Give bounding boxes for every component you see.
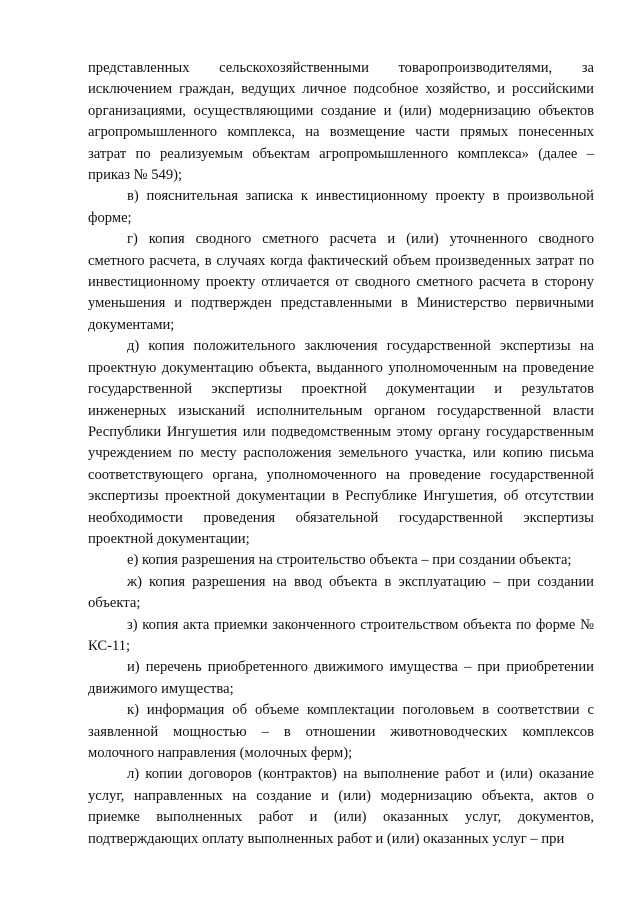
paragraph-item-e: е) копия разрешения на строительство объекта – при создании объекта; [127, 552, 572, 569]
document-body [88, 58, 594, 850]
paragraph-item-v: в) пояснительная записка к инвестиционному проекту в произвольной форме; [88, 188, 594, 226]
paragraph-item-d: д) копия положительного заключения государственной экспертизы на проектную документацию объекта, выданного уполномоченным на проведение государственной экспертизы проектной документации и результатов инженерных изысканий исполнительным органом государственной власти Республики Ингушетия или подведомственным этому органу государственным учреждением по месту расположения земельного участка, или копию письма соответствующего органа, уполномоченного на проведение государственной экспертизы проектной документации в Республике Ингушетия, об отсутствии необходимости проведения обязательной государственной экспертизы проектной документации; [88, 338, 594, 547]
paragraph-item-zh: ж) копия разрешения на ввод объекта в эксплуатацию – при создании объекта; [88, 573, 594, 612]
paragraph-item-k: к) информация об объеме комплектации поголовьем в соответствии с заявленной мощностью – в отношении животноводческих комплексов молочного направления (молочных ферм); [88, 702, 594, 761]
paragraph-item-g: г) копия сводного сметного расчета и (или) уточненного сводного сметного расчета, в случаях когда фактический объем произведенных затрат по инвестиционному проекту отличается от сводного сметного расчета в сторону уменьшения и подтвержден представленными в Министерство первичными документами; [88, 231, 594, 333]
paragraph-item-l: л) копии договоров (контрактов) на выполнение работ и (или) оказание услуг, направленных на создание и (или) модернизацию объекта, актов о приемке выполненных работ и (или) оказанных услуг, документов, подтверждающих оплату выполненных работ и (или) оказанных услуг – при [88, 766, 594, 847]
paragraph-item-z: з) копия акта приемки законченного строительством объекта по форме № КС-11; [88, 616, 594, 654]
paragraph-continuation: представленных сельскохозяйственными товаропроизводителями, за исключением граждан, ведущих личное подсобное хозяйство, и российскими организациями, осуществляющими создание и (или) модернизацию объектов агропромышленного комплекса, на возмещение части прямых понесенных затрат по реализуемым объектам агропромышленного комплекса» (далее – приказ № 549); [88, 60, 594, 184]
paragraph-item-i: и) перечень приобретенного движимого имущества – при приобретении движимого имущества; [88, 659, 594, 697]
